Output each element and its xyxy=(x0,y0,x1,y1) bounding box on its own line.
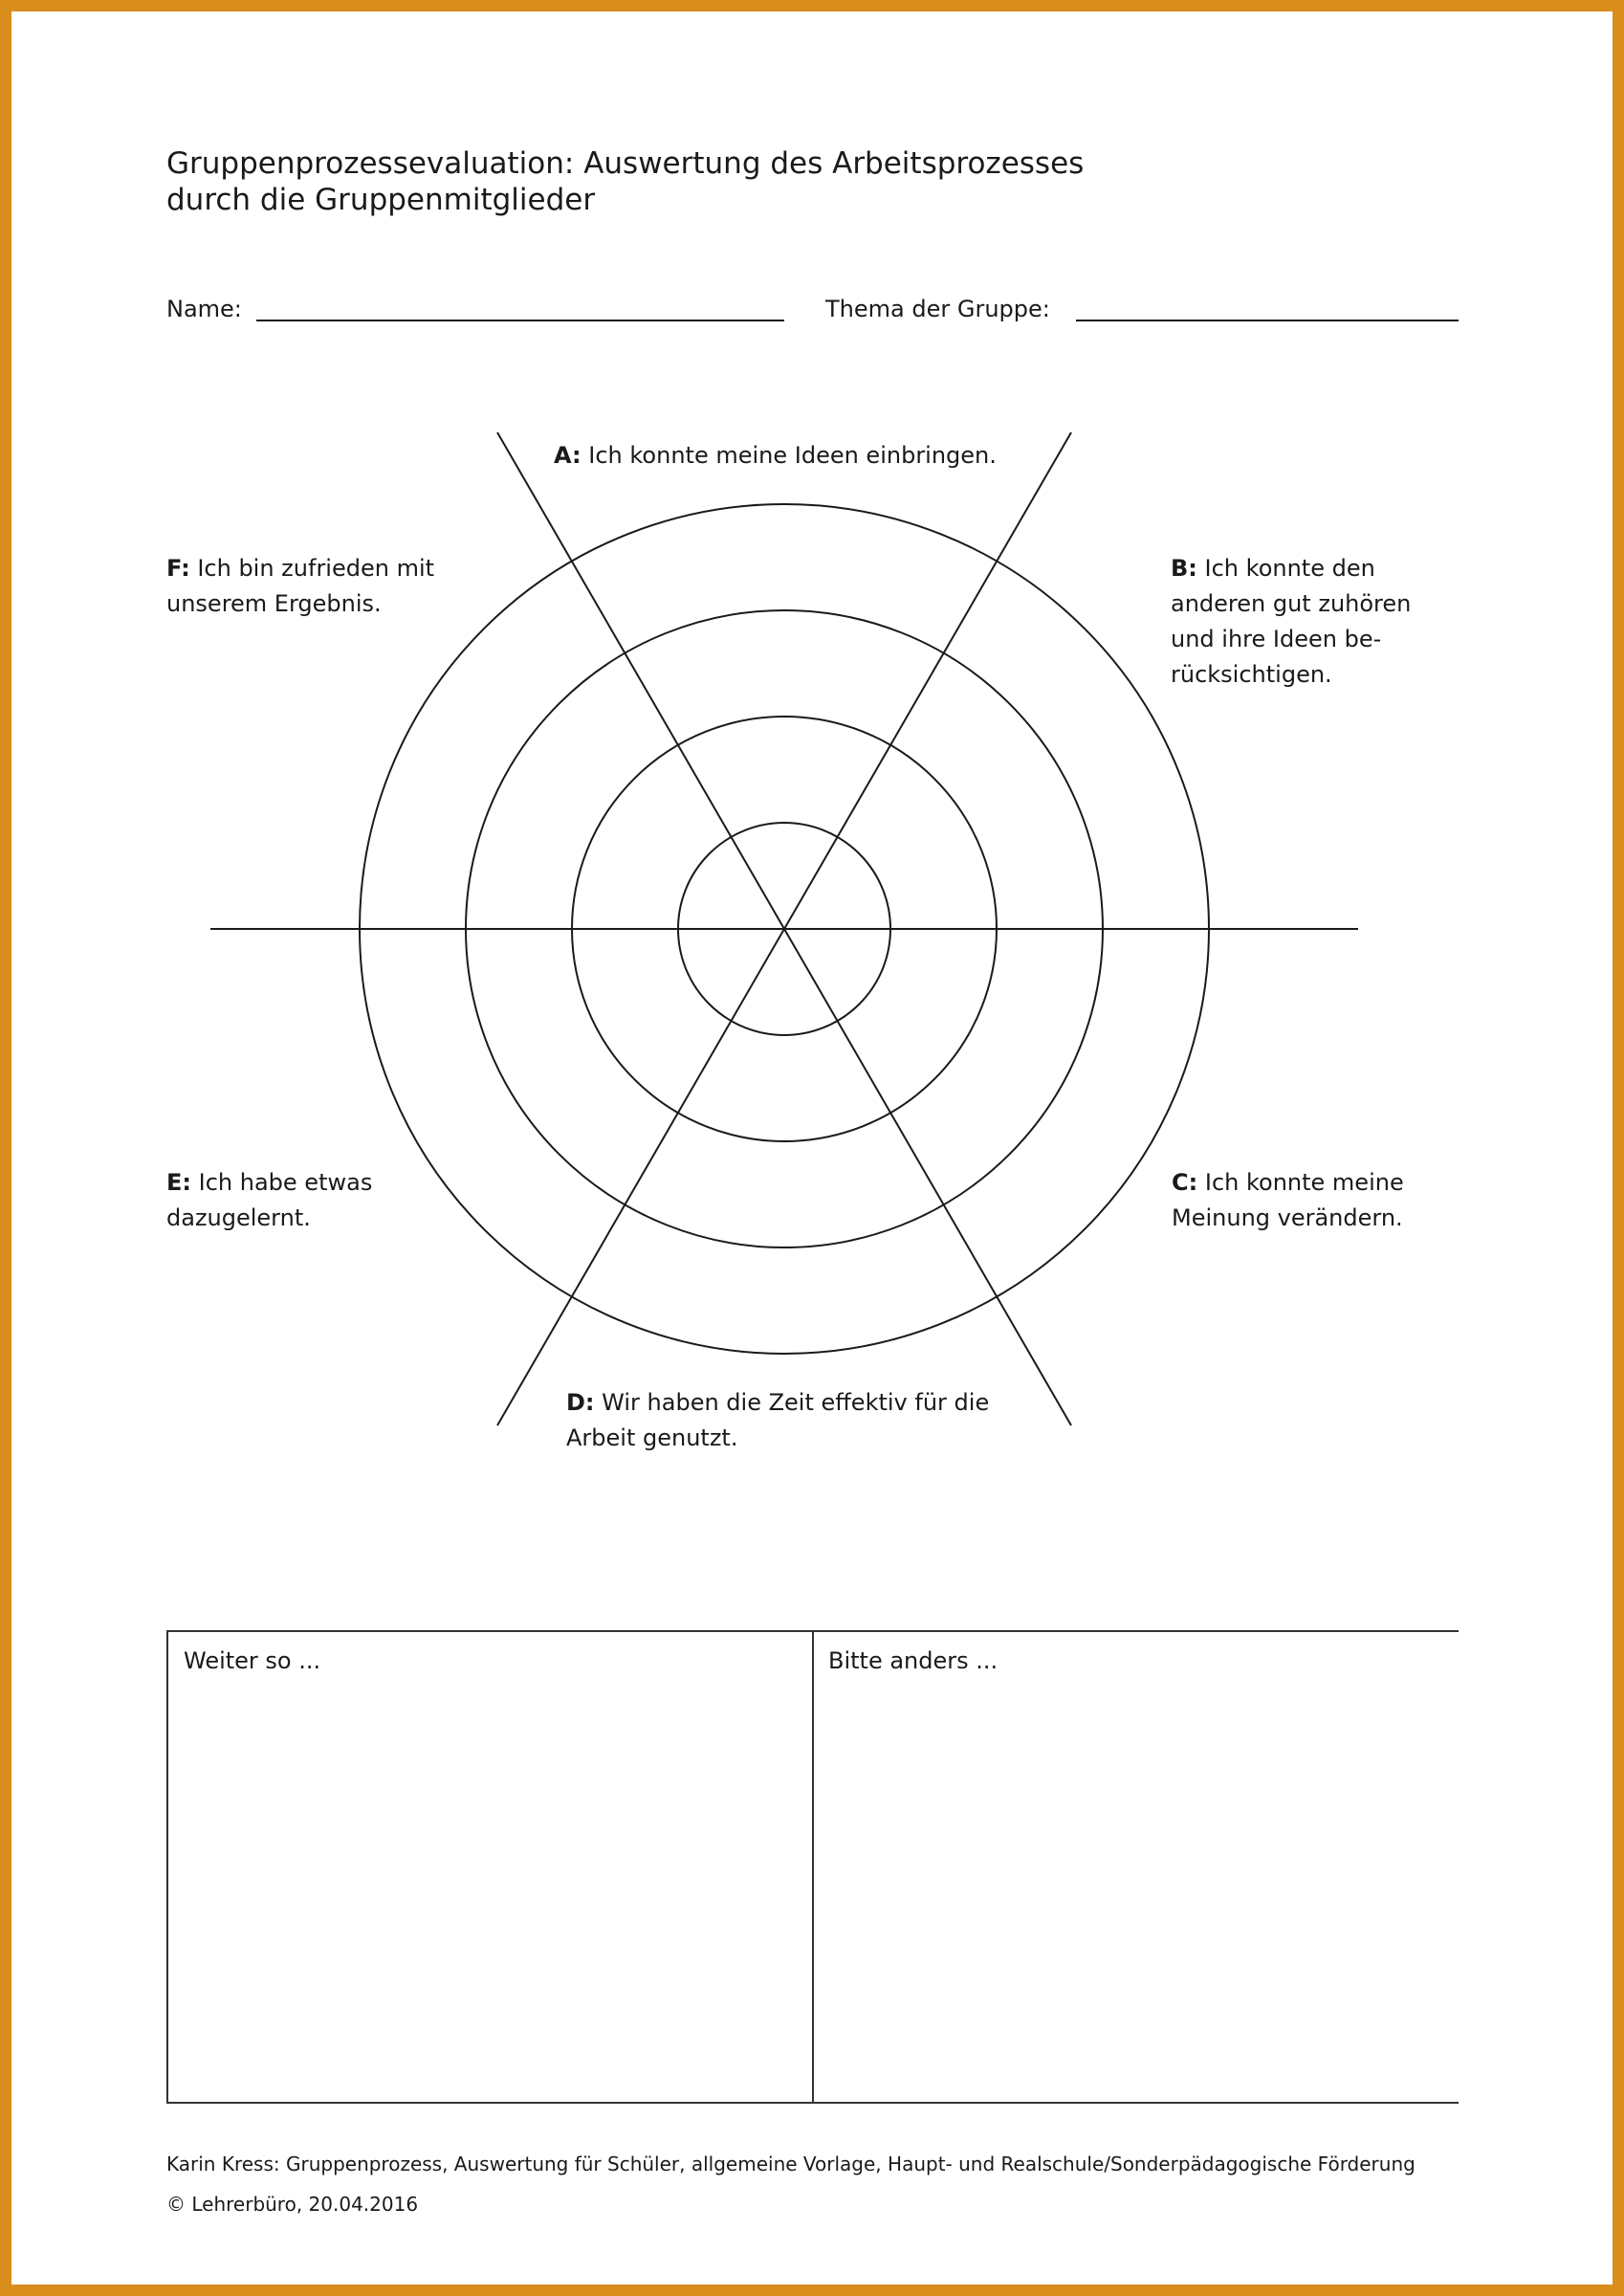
title-line-2: durch die Gruppenmitglieder xyxy=(166,183,596,217)
title-line-1: Gruppenprozessevaluation: Auswertung des Arbeitsprozesses xyxy=(166,146,1085,181)
statement-d xyxy=(566,1385,989,1456)
statement-c-letter: C: xyxy=(1172,1169,1198,1196)
statement-e-line-2: dazugelernt. xyxy=(166,1204,311,1231)
statement-a xyxy=(554,438,997,474)
statement-f-line-1: Ich bin zufrieden mit xyxy=(197,555,435,582)
footer-credit: Karin Kress: Gruppenprozess, Auswertung für Schüler, allgemeine Vorlage, Haupt- und Realschule/Sonderpädagogische Förderung xyxy=(166,2152,1416,2175)
statement-b-line-2: anderen gut zuhören xyxy=(1171,590,1412,617)
feedback-left-label: Weiter so ... xyxy=(184,1647,321,1674)
statement-a-letter: A: xyxy=(554,442,582,469)
topic-label: Thema der Gruppe: xyxy=(825,296,1050,322)
statement-f-letter: F: xyxy=(166,555,190,582)
statement-b-line-4: rücksichtigen. xyxy=(1171,661,1332,688)
feedback-right-label: Bitte anders ... xyxy=(828,1647,999,1674)
statement-d-letter: D: xyxy=(566,1389,595,1416)
statement-f-line-2: unserem Ergebnis. xyxy=(166,590,382,617)
statement-e-letter: E: xyxy=(166,1169,191,1196)
statement-e-line-1: Ich habe etwas xyxy=(198,1169,373,1196)
statement-a-line-1: Ich konnte meine Ideen einbringen. xyxy=(588,442,997,469)
name-label: Name: xyxy=(166,296,242,322)
statement-b xyxy=(1171,551,1411,693)
feedback-keep-going-area[interactable] xyxy=(168,1632,811,2101)
statement-b-letter: B: xyxy=(1171,555,1197,582)
statement-b-line-1: Ich konnte den xyxy=(1204,555,1375,582)
feedback-change-area[interactable] xyxy=(814,1632,1457,2101)
statement-d-line-1: Wir haben die Zeit effektiv für die xyxy=(602,1389,990,1416)
statement-e xyxy=(166,1165,372,1236)
statement-b-line-3: und ihre Ideen be- xyxy=(1171,626,1382,652)
statement-c xyxy=(1172,1165,1404,1236)
statement-f xyxy=(166,551,434,622)
statement-c-line-2: Meinung verändern. xyxy=(1172,1204,1403,1231)
statement-c-line-1: Ich konnte meine xyxy=(1204,1169,1404,1196)
footer-copyright: © Lehrerbüro, 20.04.2016 xyxy=(166,2193,419,2216)
statement-d-line-2: Arbeit genutzt. xyxy=(566,1424,738,1451)
